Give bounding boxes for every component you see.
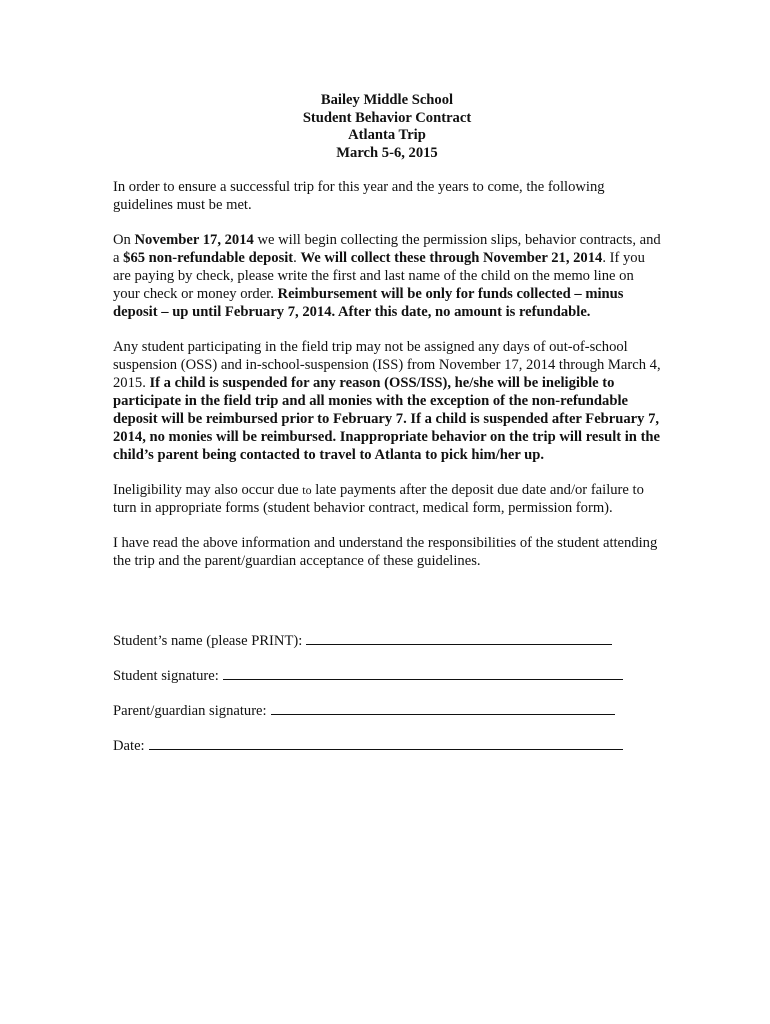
parent-signature-field [113, 700, 615, 720]
suspension-paragraph [113, 338, 661, 464]
reimbursement-policy: Reimbursement will be only for funds collected – minus deposit – up until February 7, 2014. After this date, no amount is refundable. [113, 286, 624, 320]
student-name-line[interactable] [306, 630, 612, 645]
deposit-amount: $65 non-refundable deposit [123, 250, 294, 266]
deposit-paragraph [113, 231, 661, 321]
student-name-label: Student’s name (please PRINT): [113, 633, 303, 649]
deposit-text-1: On [113, 232, 135, 248]
deposit-text-4: . If you are paying by check, please write the first and last name of the child on the memo line on your check or money order. [113, 250, 645, 302]
deposit-text-3: . [293, 250, 301, 266]
trip-dates: March 5-6, 2015 [336, 144, 438, 161]
deposit-deadline: We will collect these through November 21, 2014 [300, 250, 603, 266]
suspension-text: Any student participating in the field trip may not be assigned any days of out-of-school suspension (OSS) and in-school-suspension (ISS) from November 17, 2014 through March 4, 2015. [113, 339, 661, 391]
parent-signature-label: Parent/guardian signature: [113, 703, 267, 719]
date-label: Date: [113, 738, 145, 754]
student-signature-field [113, 665, 623, 685]
ineligibility-text-2: late payments after the deposit due date and/or failure to turn in appropriate forms (student behavior contract, medical form, permission form). [113, 482, 644, 516]
date-field [113, 735, 623, 755]
intro-paragraph: In order to ensure a successful trip for this year and the years to come, the following guidelines must be met. [113, 179, 605, 213]
date-line[interactable] [149, 735, 623, 750]
ineligibility-text-1: Ineligibility may also occur due [113, 482, 303, 498]
contract-title: Student Behavior Contract [302, 109, 472, 126]
deposit-start-date: November 17, 2014 [134, 232, 254, 248]
school-name: Bailey Middle School [320, 92, 454, 108]
trip-name: Atlanta Trip [348, 127, 426, 143]
ineligibility-paragraph [113, 481, 661, 517]
student-signature-label: Student signature: [113, 668, 219, 684]
ineligibility-small-text: to [302, 483, 312, 497]
suspension-policy: If a child is suspended for any reason (OSS/ISS), he/she will be ineligible to participate in the field trip and all monies with the exception of the non-refundable deposit will be reimbursed prior to February 7. If a child is suspended after February 7, 2014, no monies will be reimbursed. Inappropriate behavior on the trip will result in the child’s parent being contacted to travel to Atlanta to pick him/her up. [113, 375, 661, 463]
student-name-field [113, 630, 612, 650]
student-signature-line[interactable] [223, 665, 623, 680]
document-heading [113, 92, 661, 162]
parent-signature-line[interactable] [271, 700, 615, 715]
deposit-text-2: we will begin collecting the permission slips, behavior contracts, and a [113, 232, 661, 266]
acknowledgement-paragraph: I have read the above information and understand the responsibilities of the student attending the trip and the parent/guardian acceptance of these guidelines. [113, 535, 658, 569]
contract-document [113, 92, 661, 754]
